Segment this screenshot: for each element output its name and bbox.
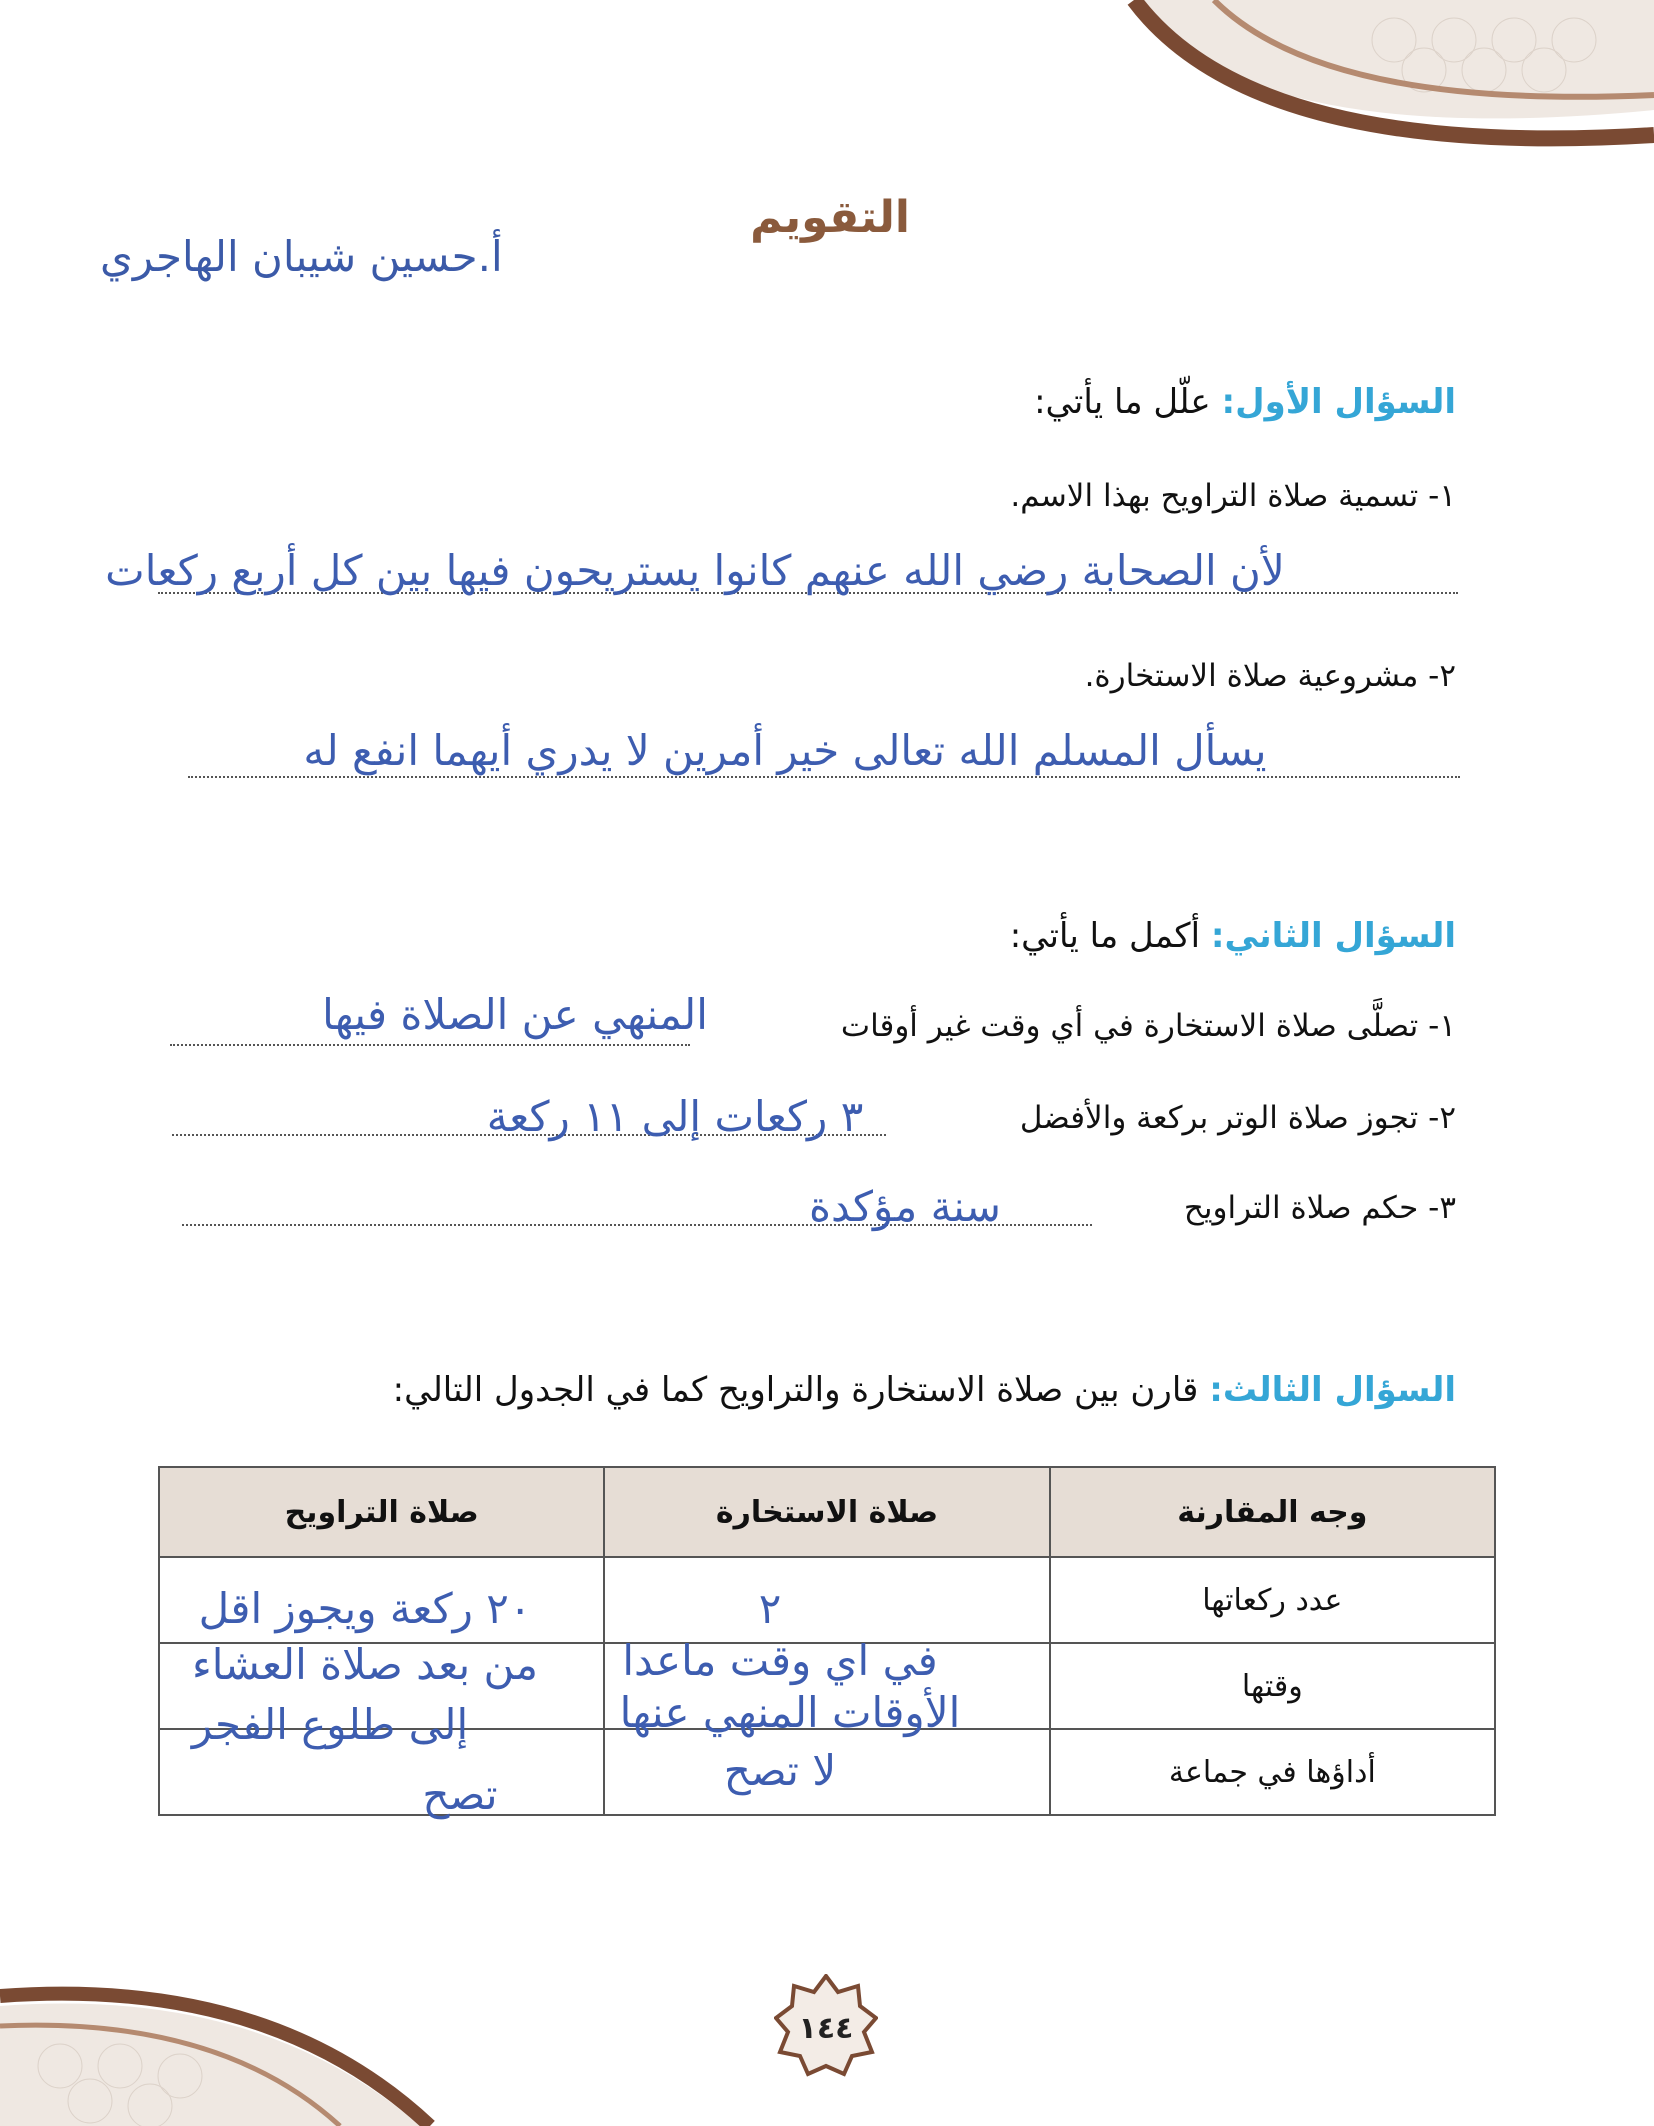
question-1-heading xyxy=(1034,382,1456,422)
q1-item-1: ١- تسمية صلاة التراويح بهذا الاسم. xyxy=(1010,478,1456,514)
page-title: التقويم xyxy=(750,192,910,243)
q2-item-1-answer: المنهي عن الصلاة فيها xyxy=(322,990,708,1039)
answer-line xyxy=(170,1044,690,1046)
question-1-label: السؤال الأول: xyxy=(1221,382,1456,422)
table-cell: عدد ركعاتها xyxy=(1050,1557,1495,1643)
q1-item-2-answer: يسأل المسلم الله تعالى خير أمرين لا يدري أيهما انفع له xyxy=(303,726,1267,775)
question-2-heading xyxy=(1010,916,1456,956)
table-header-row xyxy=(159,1467,1495,1557)
q2-item-1: ١- تصلَّى صلاة الاستخارة في أي وقت غير أوقات xyxy=(840,1008,1456,1044)
tarawih-rakaat-answer: ٢٠ ركعة ويجوز اقل xyxy=(198,1584,532,1633)
table-cell: وقتها xyxy=(1050,1643,1495,1729)
q2-item-3: ٣- حكم صلاة التراويح xyxy=(1183,1190,1456,1226)
q1-item-2: ٢- مشروعية صلاة الاستخارة. xyxy=(1084,658,1456,694)
table-header-cell: صلاة التراويح xyxy=(159,1467,604,1557)
question-2-label: السؤال الثاني: xyxy=(1210,916,1456,956)
table-header-cell: صلاة الاستخارة xyxy=(604,1467,1049,1557)
tarawih-jamaah-answer: تصح xyxy=(422,1770,498,1819)
decorative-corner-top xyxy=(1094,0,1654,170)
question-2-prompt: أكمل ما يأتي: xyxy=(1009,916,1201,956)
question-3-heading xyxy=(393,1370,1456,1410)
istikhara-time-answer-line-1: في اي وقت ماعدا xyxy=(622,1636,938,1685)
q2-item-2: ٢- تجوز صلاة الوتر بركعة والأفضل xyxy=(1019,1100,1456,1136)
table-cell: أداؤها في جماعة xyxy=(1050,1729,1495,1815)
istikhara-time-answer-line-2: الأوقات المنهي عنها xyxy=(619,1688,961,1737)
tarawih-time-answer-line-2: إلى طلوع الفجر xyxy=(191,1700,469,1749)
table-header-cell: وجه المقارنة xyxy=(1050,1467,1495,1557)
decorative-corner-bottom xyxy=(0,1956,480,2126)
q1-item-1-answer: لأن الصحابة رضي الله عنهم كانوا يستريحون فيها بين كل أربع ركعات xyxy=(105,546,1285,595)
istikhara-rakaat-answer: ٢ xyxy=(758,1584,782,1633)
author-name: أ.حسين شيبان الهاجري xyxy=(100,232,503,281)
question-3-prompt: قارن بين صلاة الاستخارة والتراويح كما في الجدول التالي: xyxy=(392,1370,1199,1410)
q2-item-3-answer: سنة مؤكدة xyxy=(809,1182,1001,1231)
tarawih-time-answer-line-1: من بعد صلاة العشاء xyxy=(192,1640,538,1689)
question-3-label: السؤال الثالث: xyxy=(1209,1370,1456,1410)
page-number-badge xyxy=(774,1974,878,2078)
istikhara-jamaah-answer: لا تصح xyxy=(723,1746,837,1795)
page-number: ١٤٤ xyxy=(798,2011,854,2046)
answer-line xyxy=(188,776,1460,778)
question-1-prompt: علّل ما يأتي: xyxy=(1034,382,1211,422)
q2-item-2-answer: ٣ ركعات إلى ١١ ركعة xyxy=(486,1092,864,1141)
